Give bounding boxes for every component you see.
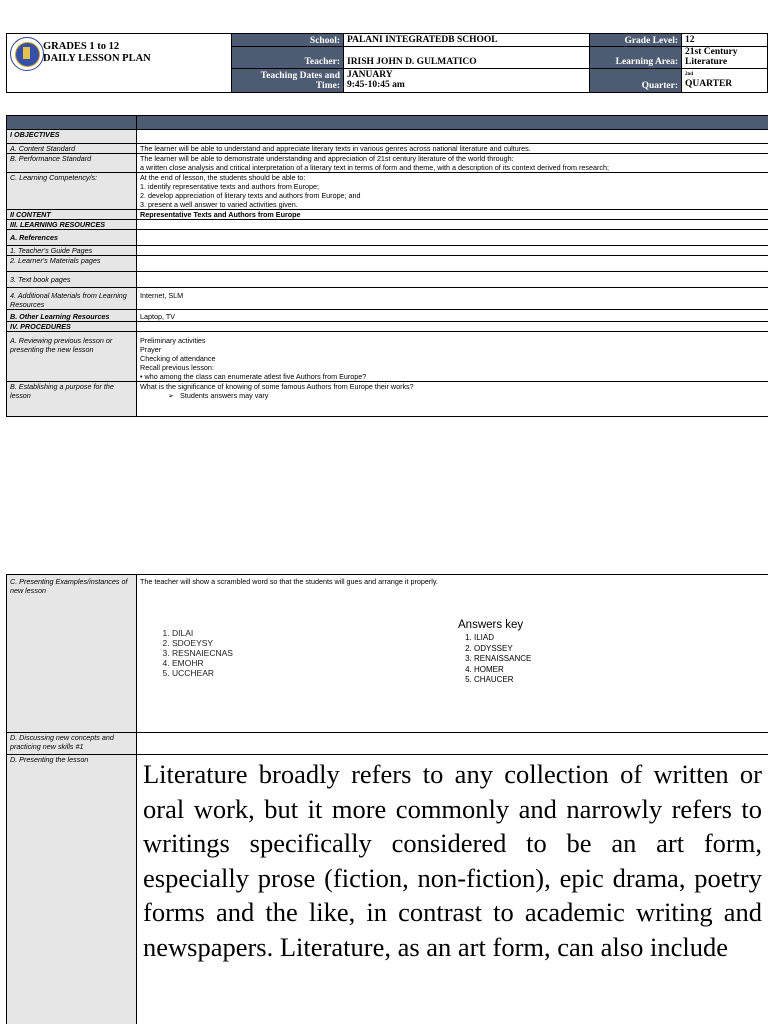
- dates-value: JANUARY 9:45-10:45 am: [343, 68, 589, 92]
- presenting-examples-label: C. Presenting Examples/instances of new lesson: [7, 575, 137, 733]
- additional-materials-value: Internet, SLM: [137, 288, 768, 310]
- table-row: [7, 332, 768, 382]
- quarter-label: Quarter:: [589, 68, 681, 92]
- answers-list: [458, 633, 531, 686]
- list-item: 3. RENAISSANCE: [474, 654, 531, 665]
- additional-materials-label: 4. Additional Materials from Learning Resources: [7, 288, 137, 310]
- table-row: [7, 173, 768, 210]
- teachers-guide-label: 1. Teacher's Guide Pages: [7, 246, 137, 256]
- table-row: [7, 210, 768, 220]
- table-row: [7, 755, 768, 1024]
- teacher-value: IRISH JOHN D. GULMATICO: [343, 46, 589, 68]
- table-row: [7, 220, 768, 230]
- header-info-grid: [231, 34, 767, 92]
- learners-materials-label: 2. Learner's Materials pages: [7, 256, 137, 272]
- list-item: 2. SDOEYSY: [172, 638, 233, 648]
- table-row: [7, 733, 768, 755]
- list-item: 2. ODYSSEY: [474, 644, 531, 655]
- performance-standard-label: B. Performance Standard: [7, 154, 137, 173]
- list-item: 4. EMOHR: [172, 658, 233, 668]
- references-label: A. References: [7, 230, 137, 246]
- list-item: 4. HOMER: [474, 665, 531, 676]
- list-item: 1. ILIAD: [474, 633, 531, 644]
- list-item: 3. RESNAIECNAS: [172, 648, 233, 658]
- content-label: II CONTENT: [7, 210, 137, 220]
- table-row: [7, 256, 768, 272]
- content-standard-label: A. Content Standard: [7, 144, 137, 154]
- answers-key-title: Answers key: [458, 619, 524, 631]
- quarter-value: 2nd QUARTER: [681, 68, 767, 92]
- table-row: [7, 288, 768, 310]
- table-row: [7, 575, 768, 733]
- other-resources-value: Laptop, TV: [137, 310, 768, 322]
- competency-label: C. Learning Competency/s:: [7, 173, 137, 210]
- scrambled-words-list: [152, 628, 233, 678]
- table-row: [7, 322, 768, 332]
- other-resources-label: B. Other Learning Resources: [7, 310, 137, 322]
- lesson-plan-table-2: [6, 574, 768, 1024]
- performance-standard-text: The learner will be able to demonstrate understanding and appreciation of 21st century literature of the world through: a written close analysis and critical interpretation of a literary text in terms of form and theme, with a description of its context derived from research;: [137, 154, 768, 173]
- textbook-label: 3. Text book pages: [7, 272, 137, 288]
- table-row: [7, 246, 768, 256]
- list-item: 1. DILAI: [172, 628, 233, 638]
- table-row: [7, 154, 768, 173]
- arrowhead-bullet-icon: ➢: [168, 391, 175, 400]
- procedures-label: IV. PROCEDURES: [7, 322, 137, 332]
- lesson-plan-table-1: [6, 115, 768, 417]
- purpose-label: B. Establishing a purpose for the lesson: [7, 382, 137, 417]
- table-row: [7, 130, 768, 144]
- header-logo-cell: [7, 34, 231, 92]
- dates-label: Teaching Dates and Time:: [231, 68, 343, 92]
- presenting-intro: The teacher will show a scrambled word so that the students will gues and arrange it properly.: [140, 577, 438, 586]
- content-standard-text: The learner will be able to understand and appreciate literary texts in various genres across national literature and cultures.: [137, 144, 768, 154]
- objectives-label: I OBJECTIVES: [7, 130, 137, 144]
- school-label: School:: [231, 34, 343, 46]
- purpose-text: What is the significance of knowing of some famous Authors from Europe their works? ➢ Students answers may vary: [137, 382, 768, 417]
- header-title: GRADES 1 to 12 DAILY LESSON PLAN: [43, 41, 151, 64]
- table-row: [7, 382, 768, 417]
- presenting-examples-cell: [137, 575, 768, 733]
- area-value: 21st Century Literature: [681, 46, 767, 68]
- grade-value: 12: [681, 34, 767, 46]
- table-row: [7, 144, 768, 154]
- content-value: Representative Texts and Authors from Europe: [137, 210, 768, 220]
- reviewing-text: Preliminary activities Prayer Checking of attendance Recall previous lesson: • who among the class can enumerate atlest five Authors from Europe?: [137, 332, 768, 382]
- area-label: Learning Area:: [589, 46, 681, 68]
- lesson-plan-header: [6, 33, 768, 93]
- school-value: PALANI INTEGRATEDB SCHOOL: [343, 34, 589, 46]
- table-header-row: [7, 116, 768, 130]
- table-row: [7, 230, 768, 246]
- literature-definition-text: Literature broadly refers to any collection of written or oral work, but it more commonly and narrowly refers to writings specifically considered to be an art form, especially prose (fiction, non-fiction), epic drama, poetry forms and the like, in contrast to academic writing and newspapers. Literature, as an art form, can also include: [137, 755, 768, 1024]
- discussing-label: D. Discussing new concepts and practicing new skills #1: [7, 733, 137, 755]
- reviewing-label: A. Reviewing previous lesson or presenting the new lesson: [7, 332, 137, 382]
- competency-text: At the end of lesson, the students should be able to: 1. identify representative texts and authors from Europe; 2. develop appreciation of literary texts and authors from Europe; and 3. present a well answer to varied activities given.: [137, 173, 768, 210]
- answers-key-block: [458, 618, 531, 686]
- list-item: 5. UCCHEAR: [172, 668, 233, 678]
- table-row: [7, 310, 768, 322]
- table-row: [7, 272, 768, 288]
- list-item: 5. CHAUCER: [474, 675, 531, 686]
- deped-seal-icon: [10, 37, 44, 71]
- grade-label: Grade Level:: [589, 34, 681, 46]
- resources-label: III. LEARNING RESOURCES: [7, 220, 137, 230]
- presenting-lesson-label: D. Presenting the lesson: [7, 755, 137, 1024]
- teacher-label: Teacher:: [231, 46, 343, 68]
